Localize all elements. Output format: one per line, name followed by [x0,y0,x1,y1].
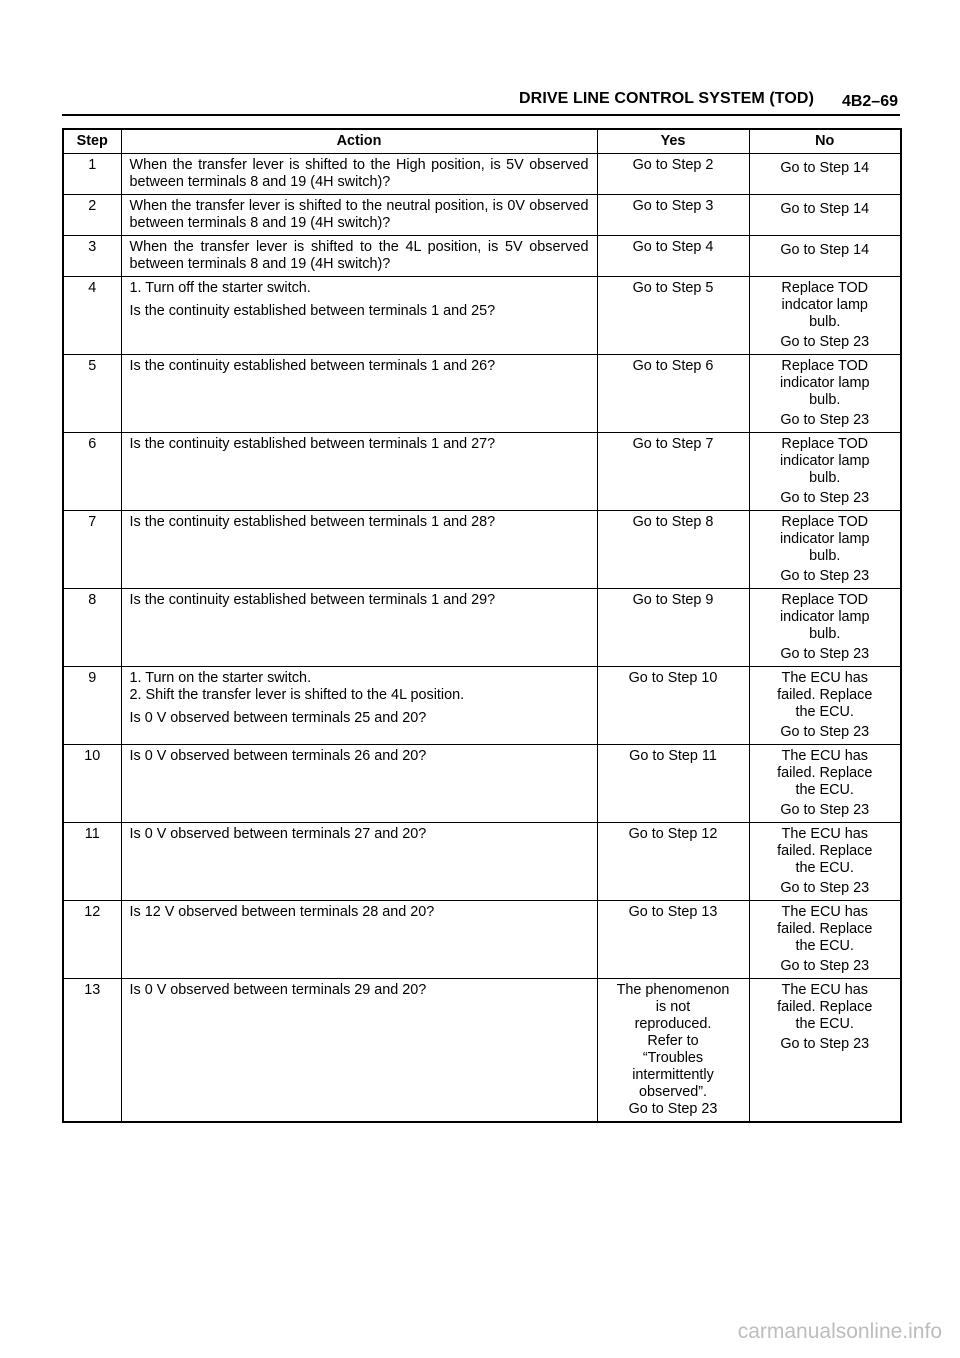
column-header-no: No [749,129,901,154]
table-row [63,511,901,589]
no-text: The ECU has [781,904,868,920]
table-row [63,589,901,667]
table-row [63,901,901,979]
action-cell [121,589,597,667]
step-number: 10 [63,745,121,823]
no-cell [749,901,901,979]
step-number: 11 [63,823,121,901]
action-text: Is 0 V observed between terminals 29 and 20? [129,982,427,998]
table-row [63,154,901,195]
no-go-to-step: Go to Step 23 [780,412,870,428]
yes-text: Go to Step 9 [632,592,714,608]
column-header-step: Step [63,129,121,154]
table-row [63,823,901,901]
no-cell [749,277,901,355]
no-cell [749,667,901,745]
step-number: 9 [63,667,121,745]
yes-cell [597,195,749,236]
yes-text: Go to Step 3 [632,198,714,214]
no-text: The ECU has [781,982,868,998]
yes-text: Go to Step 6 [632,358,714,374]
table-header-row [63,129,901,154]
no-text: the ECU. [795,782,854,798]
no-text: bulb. [809,392,841,408]
step-number: 1 [63,154,121,195]
yes-cell [597,901,749,979]
action-text: Is 12 V observed between terminals 28 and 20? [129,904,435,920]
no-text: bulb. [809,470,841,486]
no-go-to-step: Go to Step 23 [780,1036,870,1052]
action-text: Is 0 V observed between terminals 26 and 20? [129,748,427,764]
step-number: 12 [63,901,121,979]
yes-cell [597,511,749,589]
table-row [63,433,901,511]
action-cell [121,277,597,355]
watermark: carmanualsonline.info [737,1320,942,1343]
yes-text: Go to Step 10 [628,670,718,686]
yes-text: Go to Step 7 [632,436,714,452]
yes-cell [597,355,749,433]
step-number: 7 [63,511,121,589]
step-number: 4 [63,277,121,355]
action-text: 1. Turn on the starter switch. [129,670,312,686]
action-text: Is the continuity established between terminals 1 and 25? [129,303,496,319]
no-go-to-step: Go to Step 23 [780,958,870,974]
yes-cell [597,236,749,277]
no-go-to-step: Go to Step 23 [780,490,870,506]
yes-text: Go to Step 23 [628,1101,718,1117]
action-cell [121,433,597,511]
page-number: 4B2–69 [841,93,898,110]
no-cell [749,745,901,823]
section-title: DRIVE LINE CONTROL SYSTEM (TOD) [519,90,814,107]
yes-cell [597,589,749,667]
yes-text: Go to Step 2 [632,157,714,173]
step-number: 2 [63,195,121,236]
no-text: indicator lamp [779,453,870,469]
step-number: 3 [63,236,121,277]
table-row [63,195,901,236]
table-row [63,979,901,1123]
action-cell [121,511,597,589]
no-text: bulb. [809,314,841,330]
no-text: Replace TOD [781,514,869,530]
yes-text: reproduced. [634,1016,712,1032]
no-go-to-step: Go to Step 23 [780,568,870,584]
step-number: 5 [63,355,121,433]
no-text: Replace TOD [781,592,869,608]
action-text: Is 0 V observed between terminals 25 and 20? [129,710,427,726]
table-row [63,277,901,355]
no-go-to-step: Go to Step 23 [780,724,870,740]
no-cell [749,511,901,589]
yes-cell [597,667,749,745]
yes-text: Go to Step 5 [632,280,714,296]
yes-text: Go to Step 8 [632,514,714,530]
no-cell [749,823,901,901]
step-number: 13 [63,979,121,1123]
action-text: 1. Turn off the starter switch. [129,280,311,296]
action-cell [121,901,597,979]
action-text: When the transfer lever is shifted to the 4L position, is 5V observed between terminals 8 and 19 (4H switch)? [129,239,589,272]
no-text: bulb. [809,626,841,642]
no-text: the ECU. [795,1016,854,1032]
no-text: Replace TOD [781,280,869,296]
no-text: Replace TOD [781,358,869,374]
no-text: failed. Replace [777,999,873,1015]
yes-text: is not [655,999,691,1015]
no-cell [749,589,901,667]
no-go-to-step: Go to Step 23 [780,646,870,662]
column-header-action: Action [121,129,597,154]
yes-cell [597,154,749,195]
action-text: Is 0 V observed between terminals 27 and 20? [129,826,427,842]
action-text: Is the continuity established between terminals 1 and 29? [129,592,496,608]
action-cell [121,979,597,1123]
action-cell [121,745,597,823]
no-text: the ECU. [795,860,854,876]
no-text: failed. Replace [777,687,873,703]
no-text: indicator lamp [779,375,870,391]
no-cell [749,979,901,1123]
no-go-to-step: Go to Step 23 [780,802,870,818]
no-cell [749,236,901,277]
yes-cell [597,745,749,823]
no-text: The ECU has [781,670,868,686]
action-cell [121,355,597,433]
yes-text: Go to Step 11 [629,748,717,764]
action-cell [121,823,597,901]
yes-text: Go to Step 12 [628,826,718,842]
step-number: 8 [63,589,121,667]
no-cell [749,355,901,433]
column-header-yes: Yes [597,129,749,154]
no-text: bulb. [809,548,841,564]
action-text: 2. Shift the transfer lever is shifted to the 4L position. [129,687,465,703]
action-text: When the transfer lever is shifted to the neutral position, is 0V observed between terminals 8 and 19 (4H switch)? [129,198,589,231]
table-body [63,154,901,1123]
no-text: the ECU. [795,704,854,720]
diagnostic-steps-table [62,128,902,1123]
yes-text: “Troubles [642,1050,704,1066]
action-text: Is the continuity established between terminals 1 and 27? [129,436,496,452]
action-cell [121,236,597,277]
no-text: failed. Replace [777,843,873,859]
yes-cell [597,823,749,901]
no-text: indicator lamp [779,531,870,547]
yes-text: Refer to [647,1033,699,1049]
table-row [63,236,901,277]
table-row [63,355,901,433]
no-text: Replace TOD [781,436,869,452]
no-text: indcator lamp [781,297,868,313]
no-cell [749,195,901,236]
page-header [62,88,900,116]
no-text: indicator lamp [779,609,870,625]
action-cell [121,154,597,195]
table-row [63,745,901,823]
no-go-to-step: Go to Step 14 [780,242,870,258]
action-cell [121,667,597,745]
no-go-to-step: Go to Step 14 [780,160,870,176]
yes-text: Go to Step 13 [628,904,718,920]
yes-cell [597,277,749,355]
yes-text: The phenomenon [616,982,730,998]
no-go-to-step: Go to Step 23 [780,334,870,350]
table-row [63,667,901,745]
no-text: failed. Replace [777,765,873,781]
no-go-to-step: Go to Step 23 [780,880,870,896]
no-cell [749,433,901,511]
action-text: Is the continuity established between terminals 1 and 28? [129,514,496,530]
no-text: The ECU has [781,826,868,842]
step-number: 6 [63,433,121,511]
yes-cell [597,979,749,1123]
no-go-to-step: Go to Step 14 [780,201,870,217]
yes-text: observed”. [639,1084,707,1100]
action-text: When the transfer lever is shifted to the High position, is 5V observed between terminals 8 and 19 (4H switch)? [129,157,589,190]
yes-cell [597,433,749,511]
no-text: failed. Replace [777,921,873,937]
yes-text: intermittently [632,1067,714,1083]
no-text: The ECU has [781,748,868,764]
action-cell [121,195,597,236]
action-text: Is the continuity established between terminals 1 and 26? [129,358,496,374]
yes-text: Go to Step 4 [632,239,714,255]
no-cell [749,154,901,195]
no-text: the ECU. [795,938,854,954]
